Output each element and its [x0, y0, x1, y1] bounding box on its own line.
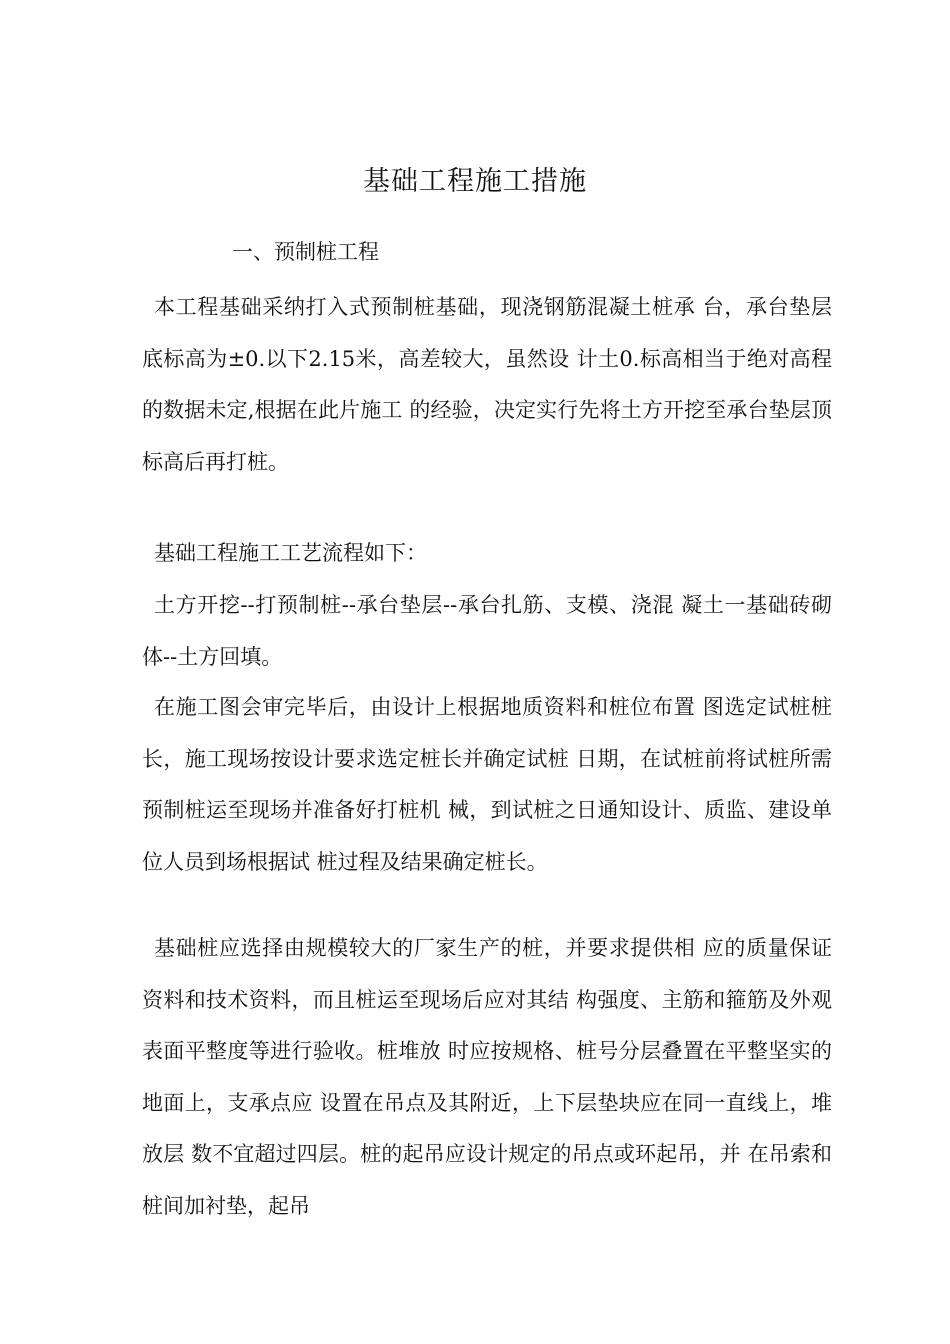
paragraph-pile-quality: 基础桩应选择由规模较大的厂家生产的桩，并要求提供相 应的质量保证资料和技术资料，而且桩运至现场后应对其结 构强度、主筋和箍筋及外观表面平整度等进行验收。桩堆放 时应按规格、桩号分层叠置在平整坚实的地面上，支承点应 设置在吊点及其附近，上下层垫块应在同一直线上，堆放层 数不宜超过四层。桩的起吊应设计规定的吊点或环起吊，并 在吊索和桩间加衬垫，起吊 — [142, 936, 832, 1218]
paragraph-intro: 本工程基础采纳打入式预制桩基础，现浇钢筋混凝土桩承 台，承台垫层底标高为±0.以下2.15米，高差较大，虽然设 计土0.标高相当于绝对高程的数据未定,根据在此片施工 的经验，决定实行先将土方开挖至承台垫层顶标高后再打桩。 — [142, 295, 832, 474]
page-title: 基础工程施工措施 — [363, 166, 587, 197]
section-heading: 一、预制桩工程 — [232, 240, 379, 264]
paragraph-process-flow: 土方开挖--打预制桩--承台垫层--承台扎筋、支模、浇混 凝土一基础砖砌体--土方回填。 — [142, 593, 832, 669]
paragraph-process-heading: 基础工程施工工艺流程如下： — [154, 541, 427, 565]
paragraph-test-pile: 在施工图会审完毕后，由设计上根据地质资料和桩位布置 图选定试桩桩长，施工现场按设计要求选定桩长并确定试桩 日期，在试桩前将试桩所需预制桩运至现场并准备好打桩机 械，到试桩之日通知设计、质监、建设单位人员到场根据试 桩过程及结果确定桩长。 — [142, 695, 832, 874]
